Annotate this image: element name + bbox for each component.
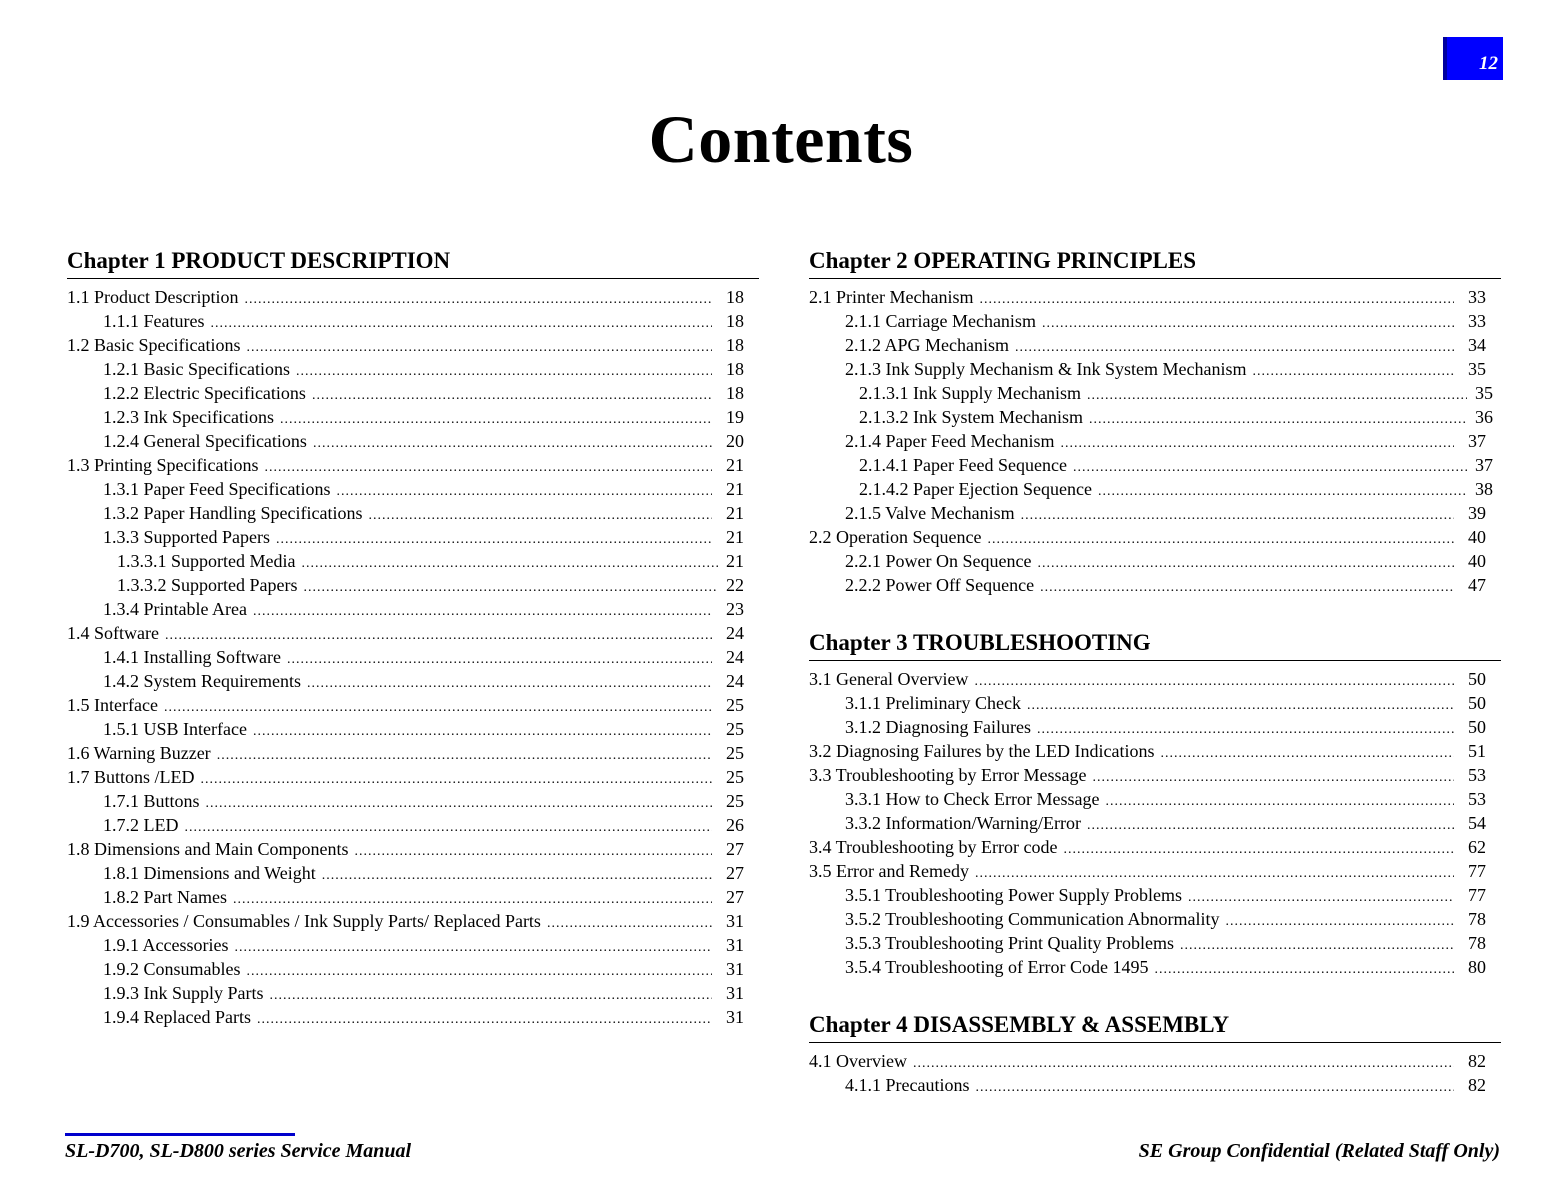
dot-leader [1063,838,1454,862]
chapter-heading[interactable]: Chapter 2 OPERATING PRINCIPLES [809,245,1501,279]
dot-leader [355,840,713,864]
chapter-spacer [809,597,1501,627]
toc-entry-title: 1.1.1 Features [103,311,205,331]
dot-leader [313,432,712,456]
toc-entry-page: 35 [1475,383,1493,403]
toc-entry-title: 1.2.4 General Specifications [103,431,307,451]
toc-entry-page: 25 [726,719,744,739]
toc-entry-title: 1.3.1 Paper Feed Specifications [103,479,331,499]
toc-entry-title: 1.7.1 Buttons [103,791,200,811]
toc-entry-page: 18 [726,383,744,403]
dot-leader [1105,790,1454,814]
dot-leader [312,384,712,408]
dot-leader [1160,742,1454,766]
dot-leader [296,360,712,384]
toc-entry-page: 40 [1468,527,1486,547]
toc-entry-page: 27 [726,839,744,859]
toc-entry-page: 25 [726,767,744,787]
toc-entry-page: 77 [1468,861,1486,881]
toc-entry[interactable] [67,717,759,741]
toc-entry-title: 2.1.3.2 Ink System Mechanism [859,407,1083,427]
toc-entry[interactable] [809,931,1501,955]
toc-entry[interactable] [67,549,759,573]
toc-entry-title: 1.1 Product Description [67,287,239,307]
toc-entry-page: 23 [726,599,744,619]
dot-leader [974,670,1454,694]
toc-entry-page: 31 [726,983,744,1003]
toc-entry-title: 1.7 Buttons /LED [67,767,195,787]
toc-entry-title: 2.2 Operation Sequence [809,527,982,547]
toc-entry-title: 3.5 Error and Remedy [809,861,969,881]
toc-entry-page: 18 [726,287,744,307]
toc-entry[interactable] [809,1073,1501,1097]
dot-leader [1042,312,1454,336]
toc-entry-page: 40 [1468,551,1486,571]
toc-entry-page: 31 [726,911,744,931]
toc-entry-page: 37 [1475,455,1493,475]
toc-entry[interactable] [67,477,759,501]
toc-entry-page: 34 [1468,335,1486,355]
toc-entry[interactable] [67,381,759,405]
toc-entry-page: 20 [726,431,744,451]
toc-entry-page: 33 [1468,311,1486,331]
toc-entry-page: 47 [1468,575,1486,595]
toc-entry[interactable] [67,573,759,597]
dot-leader [1155,958,1455,982]
toc-entry[interactable] [809,763,1501,787]
toc-entry-title: 1.3.3.1 Supported Media [117,551,296,571]
toc-entry-page: 33 [1468,287,1486,307]
toc-entry[interactable] [67,453,759,477]
toc-entry-title: 4.1 Overview [809,1051,907,1071]
dot-leader [253,720,712,744]
toc-entry[interactable] [809,1049,1501,1073]
toc-entry-page: 35 [1468,359,1486,379]
toc-entry-title: 3.5.1 Troubleshooting Power Supply Problems [845,885,1183,905]
dot-leader [270,984,712,1008]
toc-entry-page: 50 [1468,669,1486,689]
dot-leader [913,1052,1454,1076]
toc-entry[interactable] [67,837,759,861]
chapter-heading[interactable]: Chapter 3 TROUBLESHOOTING [809,627,1501,661]
toc-entry-page: 82 [1468,1051,1486,1071]
toc-entry-title: 1.3 Printing Specifications [67,455,259,475]
dot-leader [1060,432,1454,456]
toc-entry[interactable] [809,811,1501,835]
dot-leader [307,672,712,696]
toc-entry[interactable] [809,883,1501,907]
toc-entry-title: 2.1.4.1 Paper Feed Sequence [859,455,1067,475]
toc-entry-title: 1.4.2 System Requirements [103,671,301,691]
toc-entry-page: 19 [726,407,744,427]
dot-leader [244,288,712,312]
toc-entry-page: 25 [726,695,744,715]
dot-leader [368,504,712,528]
toc-entry-page: 25 [726,743,744,763]
toc-entry-title: 2.1 Printer Mechanism [809,287,974,307]
toc-entry-title: 3.4 Troubleshooting by Error code [809,837,1058,857]
toc-entry-page: 50 [1468,717,1486,737]
toc-entry-title: 3.5.3 Troubleshooting Print Quality Problems [845,933,1175,953]
toc-entry[interactable] [67,669,759,693]
toc-entry-title: 1.9.1 Accessories [103,935,229,955]
toc-entry-title: 4.1.1 Precautions [845,1075,970,1095]
toc-entry-page: 38 [1475,479,1493,499]
dot-leader [1027,694,1454,718]
dot-leader [979,288,1454,312]
toc-entry-title: 3.3.2 Information/Warning/Error [845,813,1081,833]
toc-entry[interactable] [67,885,759,909]
toc-entry[interactable] [67,789,759,813]
toc-entry-title: 2.1.4 Paper Feed Mechanism [845,431,1055,451]
toc-left-column [67,245,759,1029]
dot-leader [303,576,718,600]
toc-entry[interactable] [809,405,1501,429]
toc-entry-page: 53 [1468,765,1486,785]
toc-entry[interactable] [809,573,1501,597]
toc-entry-title: 1.3.3.2 Supported Papers [117,575,298,595]
toc-entry-page: 24 [726,647,744,667]
toc-entry-page: 62 [1468,837,1486,857]
toc-entry-page: 26 [726,815,744,835]
toc-entry-page: 27 [726,863,744,883]
toc-entry[interactable] [67,933,759,957]
footer-manual-title: SL-D700, SL-D800 series Service Manual [65,1140,412,1162]
toc-entry[interactable] [67,525,759,549]
toc-entry-title: 3.3.1 How to Check Error Message [845,789,1100,809]
toc-entry[interactable] [67,285,759,309]
toc-entry-page: 51 [1468,741,1486,761]
toc-entry-title: 1.2 Basic Specifications [67,335,241,355]
toc-entry-title: 1.2.2 Electric Specifications [103,383,306,403]
toc-entry[interactable] [809,859,1501,883]
dot-leader [280,408,712,432]
toc-entry-title: 1.9 Accessories / Consumables / Ink Supply Parts/ Replaced Parts [67,911,541,931]
toc-entry-title: 3.1.1 Preliminary Check [845,693,1021,713]
toc-entry-page: 80 [1468,957,1486,977]
dot-leader [1087,814,1454,838]
dot-leader [206,792,712,816]
dot-leader [1226,910,1454,934]
toc-entry-page: 77 [1468,885,1486,905]
toc-entry-title: 1.8.2 Part Names [103,887,227,907]
toc-entry-title: 1.5.1 USB Interface [103,719,247,739]
dot-leader [234,936,712,960]
dot-leader [1180,934,1454,958]
toc-entry-title: 1.2.1 Basic Specifications [103,359,290,379]
toc-entry[interactable] [67,909,759,933]
dot-leader [257,1008,712,1032]
toc-entry[interactable] [67,597,759,621]
dot-leader [1098,480,1467,504]
chapter-heading[interactable]: Chapter 4 DISASSEMBLY & ASSEMBLY [809,1009,1501,1043]
toc-entry[interactable] [809,549,1501,573]
toc-entry-page: 50 [1468,693,1486,713]
toc-entry[interactable] [67,645,759,669]
toc-entry-page: 22 [726,575,744,595]
toc-entry-title: 3.3 Troubleshooting by Error Message [809,765,1087,785]
toc-entry[interactable] [809,739,1501,763]
toc-entry[interactable] [809,333,1501,357]
dot-leader [276,528,712,552]
toc-entry-page: 31 [726,1007,744,1027]
toc-entry[interactable] [809,525,1501,549]
toc-entry-title: 1.7.2 LED [103,815,179,835]
toc-entry-title: 2.2.1 Power On Sequence [845,551,1032,571]
toc-entry[interactable] [809,955,1501,979]
toc-entry[interactable] [67,765,759,789]
toc-entry-page: 39 [1468,503,1486,523]
dot-leader [1087,384,1467,408]
toc-entry[interactable] [67,981,759,1005]
toc-entry-title: 2.1.3 Ink Supply Mechanism & Ink System Mechanism [845,359,1247,379]
page-title: Contents [648,101,914,177]
toc-entry-page: 24 [726,671,744,691]
toc-entry[interactable] [67,357,759,381]
toc-entry-page: 24 [726,623,744,643]
toc-entry-title: 3.1 General Overview [809,669,969,689]
toc-entry-page: 37 [1468,431,1486,451]
toc-entry[interactable] [67,861,759,885]
toc-entry-title: 3.1.2 Diagnosing Failures [845,717,1031,737]
toc-entry-title: 1.3.4 Printable Area [103,599,247,619]
toc-entry[interactable] [67,501,759,525]
dot-leader [246,336,712,360]
toc-entry[interactable] [67,429,759,453]
toc-entry-title: 1.9.2 Consumables [103,959,241,979]
toc-entry-title: 3.5.2 Troubleshooting Communication Abnormality [845,909,1220,929]
toc-entry[interactable] [809,285,1501,309]
toc-entry[interactable] [809,357,1501,381]
toc-entry[interactable] [809,691,1501,715]
toc-entry-title: 1.2.3 Ink Specifications [103,407,274,427]
toc-entry-page: 18 [726,359,744,379]
dot-leader [336,480,712,504]
toc-entry[interactable] [809,835,1501,859]
dot-leader [210,312,712,336]
toc-entry-title: 1.3.3 Supported Papers [103,527,270,547]
toc-entry[interactable] [809,429,1501,453]
toc-entry[interactable] [67,405,759,429]
dot-leader [547,912,712,936]
chapter-heading[interactable]: Chapter 1 PRODUCT DESCRIPTION [67,245,759,279]
toc-entry[interactable] [67,957,759,981]
toc-entry[interactable] [67,813,759,837]
toc-entry[interactable] [809,453,1501,477]
toc-entry-page: 18 [726,335,744,355]
toc-entry[interactable] [67,693,759,717]
toc-entry-title: 1.3.2 Paper Handling Specifications [103,503,363,523]
toc-entry-page: 78 [1468,933,1486,953]
toc-entry-page: 53 [1468,789,1486,809]
toc-entry-title: 2.1.3.1 Ink Supply Mechanism [859,383,1081,403]
toc-entry-page: 36 [1475,407,1493,427]
dot-leader [301,552,718,576]
dot-leader [217,744,712,768]
dot-leader [253,600,712,624]
toc-entry-title: 3.5.4 Troubleshooting of Error Code 1495 [845,957,1149,977]
dot-leader [201,768,712,792]
chapter-spacer [809,979,1501,1009]
toc-entry-page: 78 [1468,909,1486,929]
toc-entry-title: 2.2.2 Power Off Sequence [845,575,1035,595]
toc-entry[interactable] [809,381,1501,405]
toc-entry-title: 1.9.4 Replaced Parts [103,1007,251,1027]
dot-leader [287,648,712,672]
toc-entry[interactable] [809,907,1501,931]
dot-leader [1188,886,1454,910]
toc-entry[interactable] [809,787,1501,811]
dot-leader [1093,766,1455,790]
toc-entry-page: 18 [726,311,744,331]
footer-rule [65,1133,295,1136]
dot-leader [975,1076,1454,1100]
toc-entry-title: 2.1.5 Valve Mechanism [845,503,1015,523]
toc-entry-page: 21 [726,551,744,571]
toc-entry-title: 1.8 Dimensions and Main Components [67,839,349,859]
toc-entry[interactable] [809,477,1501,501]
toc-entry[interactable] [809,501,1501,525]
toc-entry-page: 21 [726,527,744,547]
dot-leader [1073,456,1467,480]
toc-entry-page: 21 [726,479,744,499]
page-number-badge: 12 [1443,37,1503,80]
toc-entry-page: 31 [726,935,744,955]
toc-entry[interactable] [67,741,759,765]
toc-entry[interactable] [67,621,759,645]
toc-entry-title: 1.6 Warning Buzzer [67,743,211,763]
toc-entry[interactable] [809,667,1501,691]
toc-entry-title: 2.1.4.2 Paper Ejection Sequence [859,479,1092,499]
dot-leader [322,864,712,888]
toc-entry-page: 25 [726,791,744,811]
dot-leader [1040,576,1454,600]
toc-entry[interactable] [809,715,1501,739]
toc-entry-title: 2.1.2 APG Mechanism [845,335,1009,355]
toc-entry-title: 1.9.3 Ink Supply Parts [103,983,264,1003]
toc-entry-title: 1.8.1 Dimensions and Weight [103,863,316,883]
toc-entry[interactable] [809,309,1501,333]
toc-entry[interactable] [67,333,759,357]
toc-entry-page: 21 [726,455,744,475]
dot-leader [247,960,713,984]
toc-entry-page: 54 [1468,813,1486,833]
toc-entry-title: 2.1.1 Carriage Mechanism [845,311,1036,331]
dot-leader [1021,504,1454,528]
toc-entry[interactable] [67,1005,759,1029]
footer-confidential: SE Group Confidential (Related Staff Only) [1138,1140,1500,1162]
toc-entry-title: 1.5 Interface [67,695,158,715]
toc-entry-page: 31 [726,959,744,979]
dot-leader [1252,360,1454,384]
dot-leader [1037,552,1454,576]
toc-right-column [809,245,1501,1097]
toc-entry-title: 1.4 Software [67,623,159,643]
dot-leader [987,528,1454,552]
toc-entry-page: 82 [1468,1075,1486,1095]
toc-entry[interactable] [67,309,759,333]
toc-entry-page: 27 [726,887,744,907]
toc-entry-title: 1.4.1 Installing Software [103,647,281,667]
toc-entry-page: 21 [726,503,744,523]
dot-leader [1089,408,1467,432]
toc-entry-title: 3.2 Diagnosing Failures by the LED Indications [809,741,1155,761]
